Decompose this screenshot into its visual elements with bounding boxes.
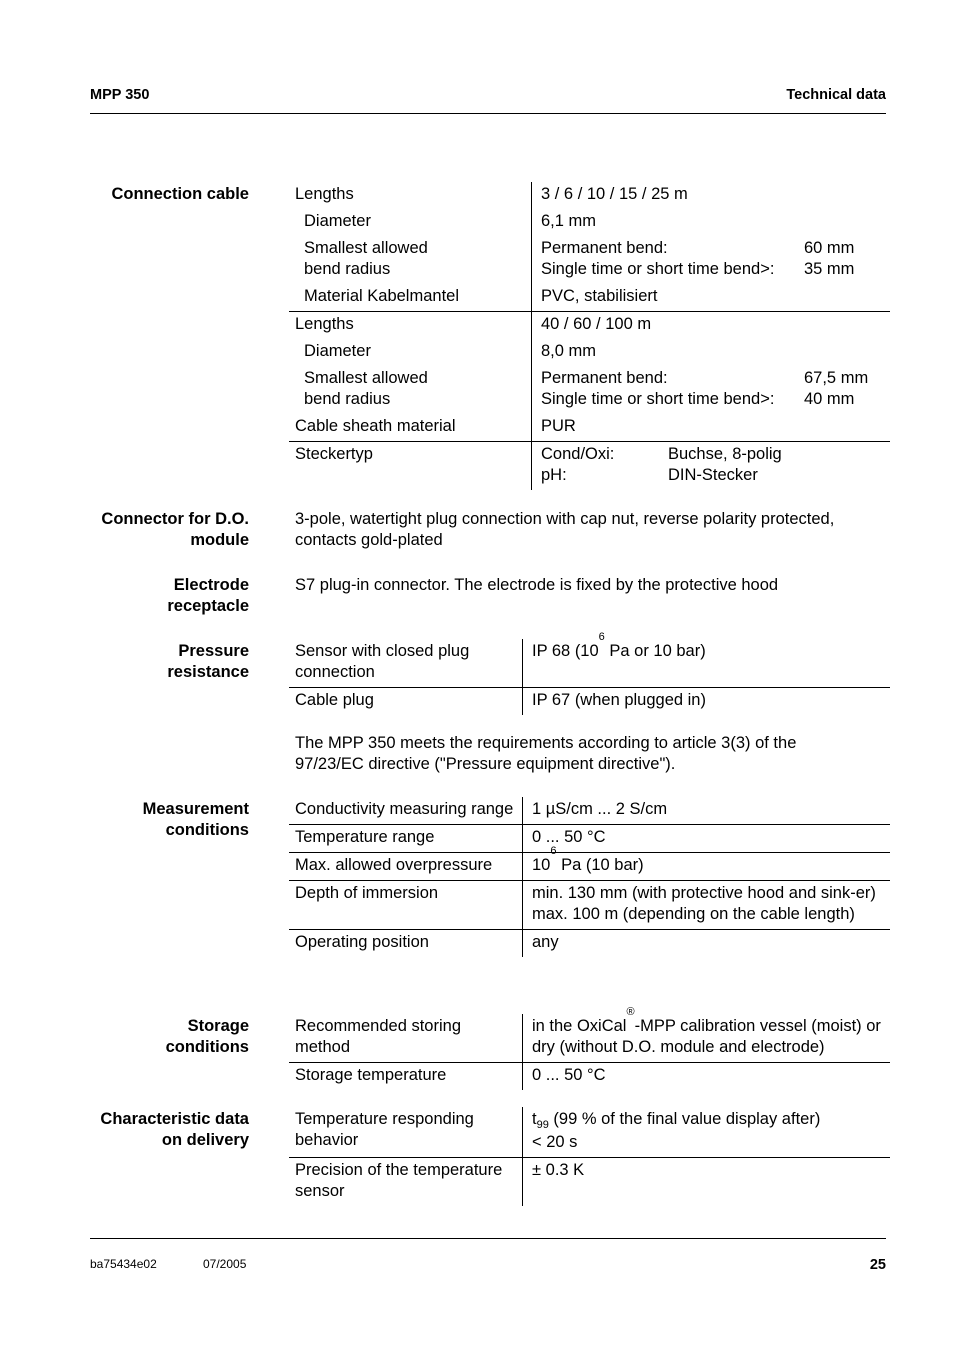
section-electrode-receptacle: Electrode receptacle xyxy=(167,576,249,615)
table-row: Smallest allowed bend radius Permanent bend: 67,5 mm Single time or short time bend>: 40 mm xyxy=(289,366,890,414)
storage-table xyxy=(289,1006,890,1090)
section-pressure-resistance: Pressure resistance xyxy=(167,642,249,681)
pressure-note: The MPP 350 meets the requirements according to article 3(3) of the 97/23/EC directive ("Pressure equipment directive"). xyxy=(295,734,797,773)
table-row: Cable sheath material PUR xyxy=(289,414,890,442)
table-row: Depth of immersion min. 130 mm (with protective hood and sink-er) max. 100 m (depending on the cable length) xyxy=(289,881,890,930)
table-row: Steckertyp Cond/Oxi: Buchse, 8-polig pH: DIN-Stecker xyxy=(289,442,890,491)
table-row: Conductivity measuring range 1 µS/cm ... 2 S/cm xyxy=(289,797,890,825)
header-rule xyxy=(90,113,886,114)
section-connection-cable: Connection cable xyxy=(111,185,249,203)
section-measurement-conditions: Measurement conditions xyxy=(142,800,249,839)
connection-cable-table xyxy=(289,182,890,490)
table-row: Storage temperature 0 ... 50 °C xyxy=(289,1063,890,1091)
electrode-text: S7 plug-in connector. The electrode is fixed by the protective hood xyxy=(295,576,779,594)
table-row: Lengths 40 / 60 / 100 m xyxy=(289,312,890,340)
pressure-table xyxy=(289,631,890,715)
table-row: Lengths 3 / 6 / 10 / 15 / 25 m xyxy=(289,182,890,209)
page-number: 25 xyxy=(869,1257,886,1273)
table-row: Precision of the temperature sensor ± 0.3 K xyxy=(289,1158,890,1207)
section-storage-conditions: Storage conditions xyxy=(165,1017,249,1056)
table-row: Diameter 8,0 mm xyxy=(289,339,890,366)
table-row: Temperature responding behavior $t_{99}$ (99 % of the final value display after) < 20 s xyxy=(289,1107,890,1158)
footer-rule xyxy=(90,1238,886,1239)
table-row: Sensor with closed plug connection IP 68 ($10^6$ Pa or 10 bar) xyxy=(289,639,890,688)
table-row: Max. allowed overpressure $10^6$ Pa (10 bar) xyxy=(289,853,890,881)
measurement-table xyxy=(289,797,890,957)
table-row: Smallest allowed bend radius Permanent bend: 60 mm Single time or short time bend>: 35 mm xyxy=(289,236,890,284)
table-row: Operating position any xyxy=(289,930,890,958)
section-characteristic-data: Characteristic data on delivery xyxy=(100,1110,249,1149)
table-row: Recommended storing method in the OxiCal®-MPP calibration vessel (moist) or dry (without D.O. module and electrode) xyxy=(289,1014,890,1063)
header-section: Technical data xyxy=(786,87,886,103)
section-connector-do: Connector for D.O. module xyxy=(101,510,249,549)
footer-date: 07/2005 xyxy=(203,1257,247,1271)
table-row: Material Kabelmantel PVC, stabilisiert xyxy=(289,284,890,312)
connector-do-text: 3-pole, watertight plug connection with cap nut, reverse polarity protected, contacts gold-plated xyxy=(295,510,835,549)
table-row: Temperature range 0 ... 50 °C xyxy=(289,825,890,853)
table-row: Diameter 6,1 mm xyxy=(289,209,890,236)
table-row: Cable plug IP 67 (when plugged in) xyxy=(289,688,890,716)
footer-doc-id: ba75434e02 xyxy=(90,1257,157,1271)
header-title: MPP 350 xyxy=(90,87,150,103)
delivery-table xyxy=(289,1107,890,1206)
